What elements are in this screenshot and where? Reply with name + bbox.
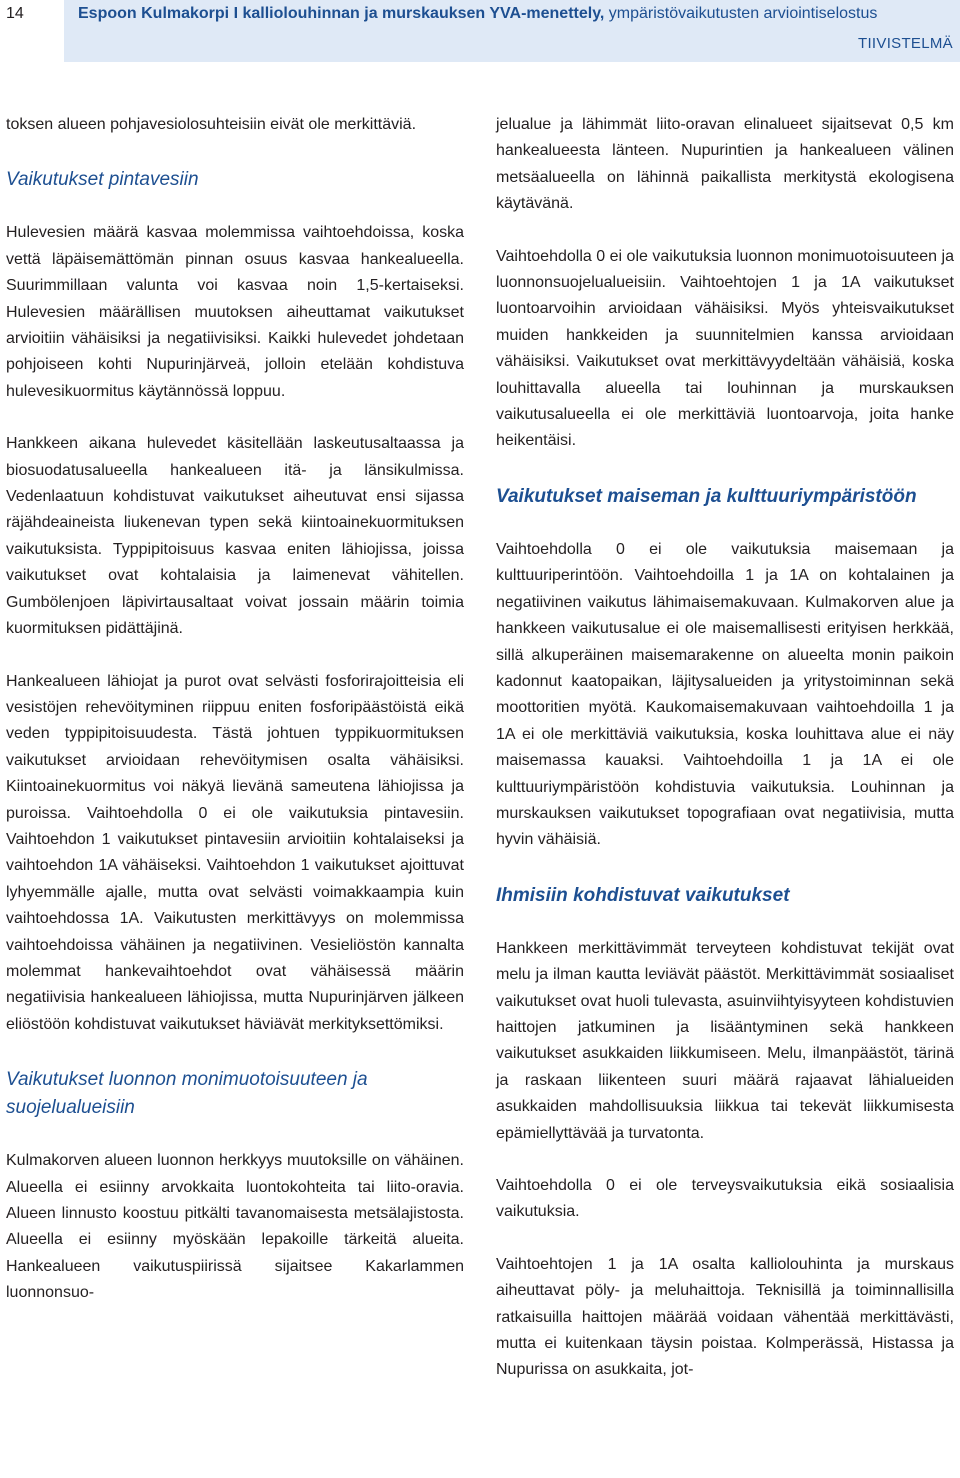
paragraph: Vaihtoehdolla 0 ei ole terveysvaikutuksia eikä sosiaalisia vaikutuksia. [496, 1177, 954, 1221]
section-label: TIIVISTELMÄ [858, 35, 953, 52]
heading-biodiversity: Vaikutukset luonnon monimuotoisuuteen ja suojelualueisiin [6, 1069, 368, 1119]
paragraph: toksen alueen pohjavesiolosuhteisiin eivät ole merkittäviä. [6, 116, 417, 133]
document-title [78, 5, 877, 23]
right-column [496, 112, 954, 1384]
paragraph: Vaihtoehtojen 1 ja 1A osalta kalliolouhinta ja murskaus aiheuttavat pöly- ja meluhaittoja. Teknisillä ja toiminnallisilla ratkaisuilla haittojen määrää voidaan vähentää merkittävästi, mutta ei kuitenkaan täysin poistaa. Kolmperässä, Histassa ja Nupurissa on asukkaita, jot- [496, 1255, 954, 1379]
page-header [0, 0, 960, 62]
heading-human-impacts: Ihmisiin kohdistuvat vaikutukset [496, 884, 790, 906]
document-title-sub: ympäristövaikutusten arviointiselostus [608, 5, 878, 22]
paragraph: Hankkeen merkittävimmät terveyteen kohdistuvat tekijät ovat melu ja ilman kautta leviävät päästöt. Merkittävimmät sosiaaliset vaikutukset ovat huoli tulevasta, asuinviihtyisyyteen kohdistuvien haittojen jatkuminen ja lisääntyminen sekä hankkeen vaikutukset asukkaiden liikkumiseen. Melu, ilmanpäästöt, tärinä ja raskaan liikenteen suuri määrä rajaavat lähialueiden asukkaiden mahdollisuuksia liikkua tai tekevät liikkumisesta epämiellyttävää ja turvatonta. [496, 939, 954, 1142]
paragraph: Hulevesien määrä kasvaa molemmissa vaihtoehdoissa, koska vettä läpäisemättömän pinnan osuus kasvaa hankealueella. Suurimmillaan valunta voi kasvaa noin 1,5-kertaiseksi. Hulevesien määrällisen muutoksen aiheuttamat vaikutukset arvioitiin vähäisiksi ja negatiivisiksi. Kaikki hulevedet johdetaan pohjoiseen kohti Nupurinjärveä, jolloin etelään kohdistuva hulevesikuormitus käytännössä loppuu. [6, 224, 464, 400]
heading-landscape: Vaikutukset maiseman ja kulttuuriympäristöön [496, 485, 917, 507]
left-column [6, 112, 464, 1307]
paragraph: Vaihtoehdolla 0 ei ole vaikutuksia maisemaan ja kulttuuriperintöön. Vaihtoehdoilla 1 ja 1A on kohtalainen ja negatiivinen vaikutus lähimaisemakuvaan. Kulmakorven alue ja hankkeen vaikutusalue ei ole maisemallisesti erityisen herkkää, sillä alkuperäinen maisemarakenne on alueelta monin paikoin kadonnut kaatopaikan, läjitysalueiden ja yritystoiminnan sekä moottoritien myötä. Kaukomaisemakuvaan vaihtoehdoilla 1 ja 1A ei ole merkittäviä vaikutuksia, koska louhittava alue ei näy maisemassa kauaksi. Vaihtoehdoilla 1 ja 1A ei ole kulttuuriympäristöön kohdistuvia vaikutuksia. Louhinnan ja murskauksen vaikutukset topografiaan ovat negatiivisia, mutta hyvin vähäisiä. [496, 540, 954, 849]
heading-surface-waters: Vaikutukset pintavesiin [6, 169, 199, 191]
paragraph: Vaihtoehdolla 0 ei ole vaikutuksia luonnon monimuotoisuuteen ja luonnonsuojelualueisiin. Vaihtoehtojen 1 ja 1A vaikutukset luontoarvoihin arvioidaan vähäisiksi. Myös yhteisvaikutukset muiden hankkeiden ja suunnitelmien kanssa arvioidaan vähäisiksi. Vaikutukset ovat merkittävyydeltään vähäisiä, koska louhittavalla alueella tai louhinnan ja murskauksen vaikutusalueella ei ole merkittäviä luontoarvoja, joita hanke heikentäisi. [496, 247, 954, 450]
paragraph: Hankkeen aikana hulevedet käsitellään laskeutusaltaassa ja biosuodatusalueella hankealueen itä- ja länsikulmissa. Vedenlaatuun kohdistuvat vaikutukset aiheutuvat ensi sijassa räjähdeaineista liukenevan typen sekä kiintoainekuormituksen vaikutuksista. Typpipitoisuus kasvaa eniten lähiojissa, joissa vaikutukset ovat kohtalaisia ja laimenevat vähitellen. Gumbölenjoen läpivirtausaltaat voivat jossain määrin toimia kuormituksen pidättäjinä. [6, 435, 464, 638]
paragraph: Kulmakorven alueen luonnon herkkyys muutoksille on vähäinen. Alueella ei esiinny arvokkaita luontokohteita tai liito-oravia. Alueen linnusto koostuu pitkälti tavanomaisesta metsälajistosta. Alueella ei esiinny myöskään lepakoille tärkeitä alueita. Hankealueen vaikutuspiirissä sijaitsee Kakarlammen luonnonsuo- [6, 1152, 464, 1302]
document-title-main: Espoon Kulmakorpi I kalliolouhinnan ja murskauksen YVA-menettely, [78, 5, 605, 22]
paragraph: Hankealueen lähiojat ja purot ovat selvästi fosforirajoitteisia eli vesistöjen rehevöityminen riippuu eniten fosforipäästöistä eikä veden typpipitoisuudesta. Tästä johtuen typpikuormituksen vaikutukset arvioidaan rehevöitymisen osalta vähäisiksi. Kiintoainekuormitus voi näkyä lievänä sameutena lähiojissa ja puroissa. Vaihtoehdolla 0 ei ole vaikutuksia pintavesiin. Vaihtoehdon 1 vaikutukset pintavesiin arvioitiin kohtalaiseksi ja vaihtoehdon 1A vähäiseksi. Vaihtoehdon 1 vaikutukset ajoittuvat lyhyemmälle ajalle, mutta ovat selvästi voimakkaampia kuin vaihtoehdossa 1A. Vaikutusten merkittävyys on molemmissa vaihtoehdoissa vähäinen ja negatiivinen. Vesieliöstön kannalta molemmat hankevaihtoehdot ovat vähäisessä määrin negatiivisia hankealueen lähiojissa, mutta Nupurinjärven jälkeen eliöstöön kohdistuvat vaikutukset häviävät merkityksettömiksi. [6, 672, 464, 1033]
paragraph: jelualue ja lähimmät liito-oravan elinalueet sijaitsevat 0,5 km hankealueesta länteen. Nupurintien ja hankealueen välinen metsäalueella on lähinnä paikallista merkitystä ekologisena käytävänä. [496, 116, 954, 213]
page-number: 14 [6, 5, 24, 22]
